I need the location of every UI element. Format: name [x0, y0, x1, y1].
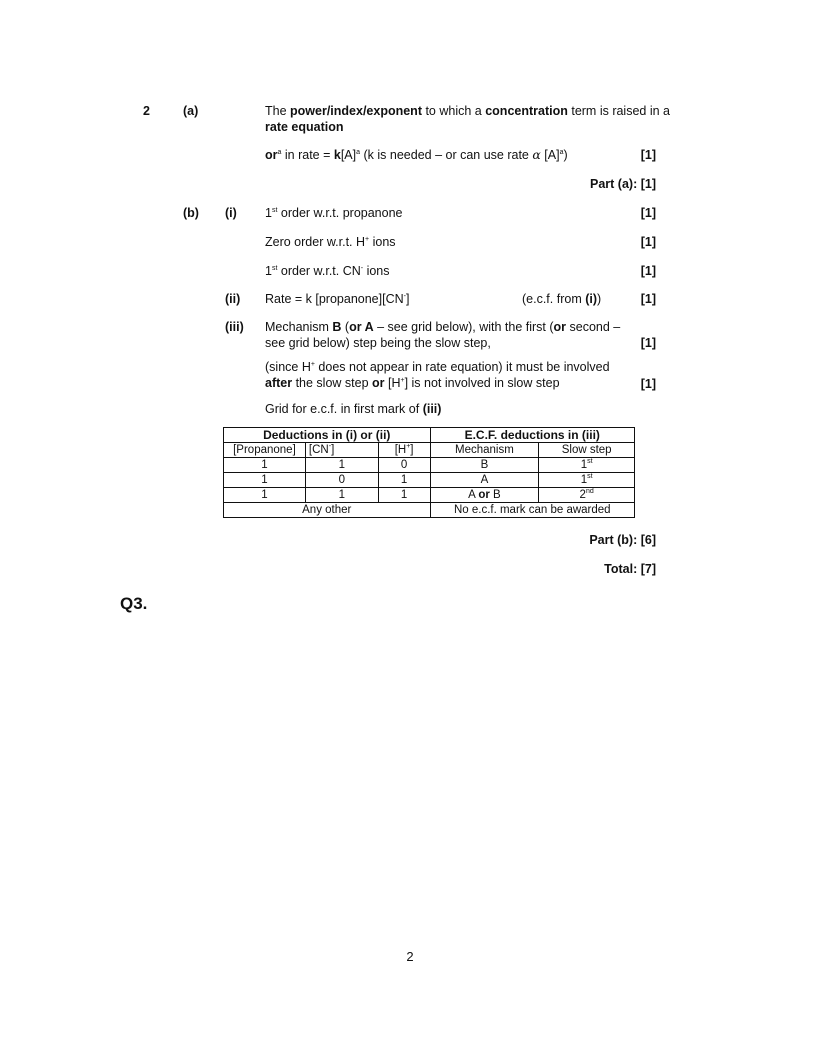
part-b-iii-label: (iii): [225, 320, 244, 334]
b-i-mark3: [1]: [640, 264, 656, 278]
b-i-line3: 1st order w.r.t. CN- ions: [265, 264, 390, 278]
grid-cell-h: 1: [378, 473, 430, 488]
grid-col-slow-step: Slow step: [539, 443, 635, 458]
grid-cell-any-other: Any other: [224, 503, 431, 518]
grid-cell-mechanism: A: [430, 473, 539, 488]
grid-cell-cn: 1: [305, 488, 378, 503]
b-i-line1: 1st order w.r.t. propanone: [265, 206, 403, 220]
table-row: [224, 488, 635, 503]
table-row: [224, 458, 635, 473]
grid-cell-h: 0: [378, 458, 430, 473]
question-total: Total: [7]: [604, 562, 656, 576]
grid-cell-h: 1: [378, 488, 430, 503]
b-iii-mark2: [1]: [640, 377, 656, 391]
grid-cell-slow-step: 1st: [539, 458, 635, 473]
part-b-label: (b): [183, 206, 199, 220]
grid-cell-cn: 0: [305, 473, 378, 488]
grid-col-cn: [CN-]: [305, 443, 378, 458]
b-iii-reason-text: (since H+ does not appear in rate equation) it must be involved after the slow step or [H+] is not involved in slow step: [265, 360, 610, 390]
grid-col-mechanism: Mechanism: [430, 443, 539, 458]
b-i-mark1: [1]: [640, 206, 656, 220]
grid-caption: Grid for e.c.f. in first mark of (iii): [265, 402, 442, 416]
b-ii-ecf-note: (e.c.f. from (i)): [522, 292, 602, 306]
table-row: [224, 473, 635, 488]
part-a-definition: The power/index/exponent to which a concentration term is raised in a rate equation: [265, 104, 670, 134]
part-a-total: Part (a): [1]: [590, 177, 656, 191]
b-iii-mechanism-text: Mechanism B (or A – see grid below), with the first (or second – see grid below) step being the slow step,: [265, 320, 621, 350]
grid-header-deductions: Deductions in (i) or (ii): [224, 428, 431, 443]
grid-cell-mechanism: A or B: [430, 488, 539, 503]
grid-cell-no-ecf: No e.c.f. mark can be awarded: [430, 503, 634, 518]
b-ii-rate-equation: Rate = k [propanone][CN-]: [265, 292, 410, 306]
table-row: [224, 503, 635, 518]
ecf-grid-table: [223, 427, 635, 518]
b-iii-mark1: [1]: [640, 336, 656, 350]
part-b-total: Part (b): [6]: [589, 533, 656, 547]
grid-cell-cn: 1: [305, 458, 378, 473]
b-i-mark2: [1]: [640, 235, 656, 249]
grid-cell-slow-step: 2nd: [539, 488, 635, 503]
grid-col-h: [H+]: [378, 443, 430, 458]
grid-cell-propanone: 1: [224, 473, 306, 488]
b-ii-mark: [1]: [640, 292, 656, 306]
b-i-line2: Zero order w.r.t. H+ ions: [265, 235, 396, 249]
part-a-mark: [1]: [640, 148, 656, 162]
page-number: 2: [406, 949, 414, 964]
grid-cell-slow-step: 1st: [539, 473, 635, 488]
part-b-ii-label: (ii): [225, 292, 241, 306]
part-a-alternative: $or^a$ in rate = $k[A]^a$ (k is needed – or can use rate α $[A]^a$): [265, 147, 568, 162]
part-a-label: (a): [183, 104, 199, 118]
next-question-label: Q3.: [120, 594, 148, 613]
grid-cell-propanone: 1: [224, 458, 306, 473]
grid-cell-mechanism: B: [430, 458, 539, 473]
grid-col-propanone: [Propanone]: [224, 443, 306, 458]
grid-header-ecf: E.C.F. deductions in (iii): [430, 428, 634, 443]
question-number: 2: [143, 104, 150, 118]
part-b-i-label: (i): [225, 206, 237, 220]
grid-cell-propanone: 1: [224, 488, 306, 503]
